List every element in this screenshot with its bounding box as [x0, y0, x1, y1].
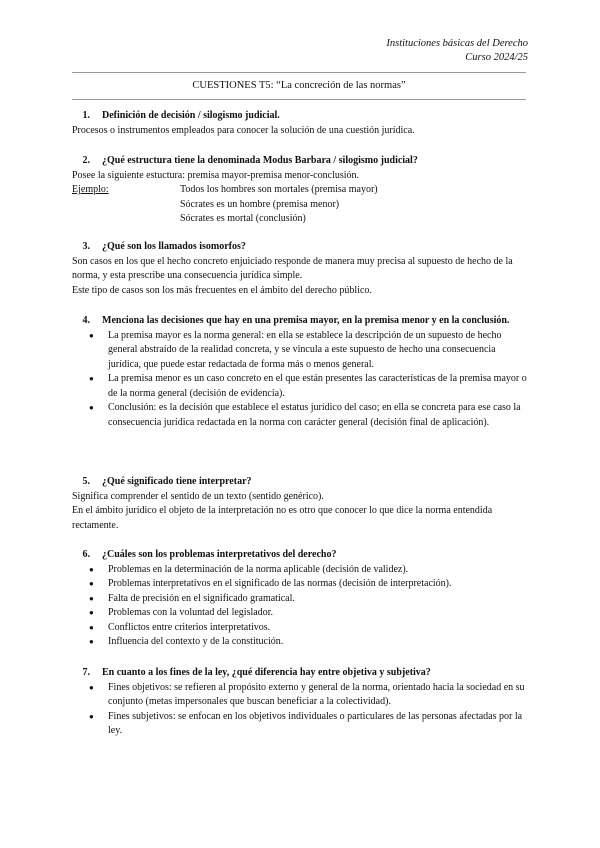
- question-heading: [72, 314, 528, 329]
- question-3: [72, 240, 528, 298]
- question-heading: [72, 240, 528, 255]
- question-1: [72, 109, 528, 138]
- question-number: 5.: [82, 476, 90, 487]
- question-title: Definición de decisión / silogismo judicial.: [102, 110, 280, 121]
- question-number: 6.: [82, 549, 90, 560]
- question-2: [72, 154, 528, 227]
- list-item: ● Fines objetivos: se refieren al propósito externo y general de la norma, orientado hacia la sociedad en su conjunto (metas impersonales que buscan beneficiar a la colectividad).: [72, 681, 528, 710]
- list-item: ● Conclusión: es la decisión que establece el estatus jurídico del caso; en ella se concreta para ese caso la consecuencia jurídica redactada en la norma con carácter general (decisión final de aplicación).: [72, 401, 528, 430]
- question-7: [72, 666, 528, 739]
- list-item: ● Conflictos entre criterios interpretativos.: [72, 621, 528, 636]
- example-minor-premise: Sócrates es un hombre (premisa menor): [180, 198, 340, 210]
- list-item: ● Fines subjetivos: se enfocan en los objetivos individuales o particulares de las personas afectadas por la ley.: [72, 710, 528, 739]
- question-number: 2.: [82, 155, 90, 166]
- question-title: Menciona las decisiones que hay en una premisa mayor, en la premisa menor y en la conclusión.: [102, 315, 510, 326]
- question-number: 4.: [82, 315, 90, 326]
- document-title: CUESTIONES T5: “La concreción de las normas”: [192, 80, 406, 91]
- question-title: ¿Qué significado tiene interpretar?: [102, 476, 252, 487]
- answer-list: [72, 329, 528, 431]
- question-title: ¿Qué son los llamados isomorfos?: [102, 241, 246, 252]
- example-major-premise: Todos los hombres son mortales (premisa mayor): [180, 184, 378, 195]
- answer-paragraph: Procesos o instrumentos empleados para conocer la solución de una cuestión jurídica.: [72, 124, 415, 136]
- answer-list: [72, 563, 528, 650]
- header-rule-top: [72, 72, 526, 73]
- question-6: [72, 548, 528, 650]
- question-title: ¿Cuáles son los problemas interpretativos del derecho?: [102, 549, 337, 560]
- list-item: ● Problemas interpretativos en el significado de las normas (decisión de interpretación).: [72, 577, 528, 592]
- question-4: [72, 314, 528, 430]
- question-heading: [72, 666, 528, 681]
- list-item: ● La premisa mayor es la norma general: en ella se establece la descripción de un supuesto de hecho general abstraído de la realidad concreta, y se vincula a este supuesto de hecho una consecuencia jurídica, que puede estar redactada de forma más o menos general.: [72, 329, 528, 373]
- answer-paragraph: Son casos en los que el hecho concreto enjuiciado responde de manera muy precisa al supuesto de hecho de la norma, y esta prescribe una consecuencia jurídica simple.: [72, 255, 513, 281]
- syllogism-example: [72, 183, 528, 227]
- example-label: Ejemplo:: [72, 184, 109, 195]
- question-heading: [72, 154, 528, 169]
- example-conclusion: Sócrates es mortal (conclusión): [180, 213, 306, 224]
- header-rule-bottom: [72, 99, 526, 100]
- answer-paragraph: Posee la siguiente estuctura: premisa mayor-premisa menor-conclusión.: [72, 169, 360, 181]
- question-number: 3.: [82, 241, 90, 252]
- list-item: ● La premisa menor es un caso concreto en el que están presentes las características de la premisa mayor o de la norma general (decisión de evidencia).: [72, 372, 528, 401]
- question-title: En cuanto a los fines de la ley, ¿qué diferencia hay entre objetiva y subjetiva?: [102, 667, 431, 678]
- question-number: 7.: [82, 667, 90, 678]
- question-heading: [72, 548, 528, 563]
- answer-paragraph: Este tipo de casos son los más frecuentes en el ámbito del derecho público.: [72, 284, 372, 296]
- question-heading: [72, 109, 528, 124]
- list-item: ● Influencia del contexto y de la constitución.: [72, 635, 528, 650]
- question-heading: [72, 475, 528, 490]
- question-number: 1.: [82, 110, 90, 121]
- question-5: [72, 475, 528, 533]
- question-title: ¿Qué estructura tiene la denominada Modus Barbara / silogismo judicial?: [102, 155, 418, 166]
- answer-paragraph: En el ámbito jurídico el objeto de la interpretación no es otro que conocer lo que dice la norma entendida rectamente.: [72, 505, 493, 531]
- list-item: ● Problemas con la voluntad del legislador.: [72, 606, 528, 621]
- list-item: ● Falta de precisión en el significado gramatical.: [72, 592, 528, 607]
- list-item: ● Problemas en la determinación de la norma aplicable (decisión de validez).: [72, 563, 528, 578]
- answer-paragraph: Significa comprender el sentido de un texto (sentido genérico).: [72, 490, 324, 502]
- header-year: Curso 2024/25: [465, 52, 528, 63]
- answer-list: [72, 681, 528, 739]
- header-subject: Instituciones básicas del Derecho: [386, 38, 528, 49]
